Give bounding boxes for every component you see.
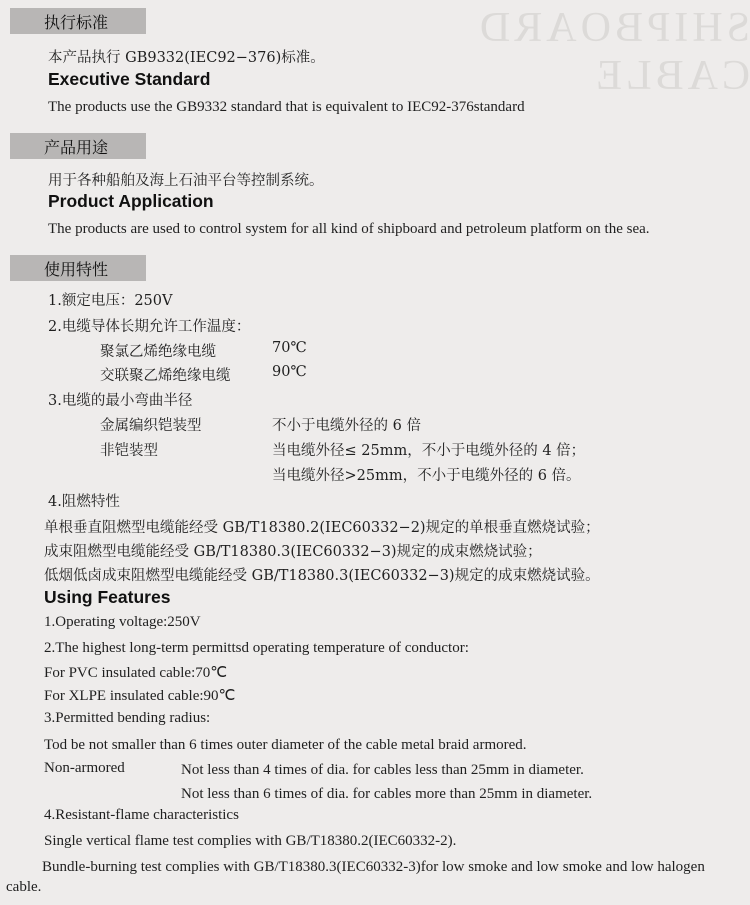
feature-en-braid: Tod be not smaller than 6 times outer diameter of the cable metal braid armored. xyxy=(44,737,527,753)
feature-cn-flame: 4.阻燃特性 xyxy=(48,494,120,510)
feature-en-flame: 4.Resistant-flame characteristics xyxy=(44,807,239,823)
feature-cn-nonarmored-value-2: 当电缆外径>25mm，不小于电缆外径的 6 倍。 xyxy=(272,468,581,484)
application-cn-text: 用于各种船舶及海上石油平台等控制系统。 xyxy=(48,173,324,189)
feature-cn-flame-1: 单根垂直阻燃型电缆能经受 GB/T18380.2(IEC60332−2)规定的单根垂直燃烧试验； xyxy=(44,520,600,536)
feature-en-xlpe: For XLPE insulated cable:90℃ xyxy=(44,688,236,704)
application-en-text: The products are used to control system for all kind of shipboard and petroleum platform on the sea. xyxy=(48,221,650,237)
feature-cn-pvc-label: 聚氯乙烯绝缘电缆 xyxy=(100,344,216,360)
feature-cn-flame-2: 成束阻燃型电缆能经受 GB/T18380.3(IEC60332−3)规定的成束燃烧试验； xyxy=(44,544,542,560)
feature-en-nonarmored-value-1: Not less than 4 times of dia. for cables less than 25mm in diameter. xyxy=(181,762,584,778)
feature-cn-pvc-value: 70℃ xyxy=(272,340,307,356)
section-title-cn: 产品用途 xyxy=(44,138,109,157)
feature-cn-nonarmored-label: 非铠装型 xyxy=(100,443,158,459)
feature-en-nonarmored-value-2: Not less than 6 times of dia. for cables more than 25mm in diameter. xyxy=(181,786,593,802)
standard-cn-text: 本产品执行 GB9332(IEC92−376)标准。 xyxy=(48,50,325,66)
feature-en-flame-1: Single vertical flame test complies with GB/T18380.2(IEC60332-2). xyxy=(44,833,457,849)
feature-en-pvc: For PVC insulated cable:70℃ xyxy=(44,665,228,681)
section-title-cn: 执行标准 xyxy=(44,13,109,32)
application-en-title: Product Application xyxy=(48,191,214,211)
section-header-standard xyxy=(10,8,146,34)
watermark-text: SHIPBOARD CABLE xyxy=(475,5,750,99)
feature-en-nonarmored-label: Non-armored xyxy=(44,760,125,776)
feature-en-flame-2-cont: cable. xyxy=(6,879,42,895)
section-title-cn: 使用特性 xyxy=(44,260,109,279)
section-header-features xyxy=(10,255,146,281)
feature-en-flame-2: Bundle-burning test complies with GB/T18380.3(IEC60332-3)for low smoke and low smoke and low halogen xyxy=(42,859,705,875)
feature-en-temperature: 2.The highest long-term permittsd operating temperature of conductor: xyxy=(44,640,469,656)
feature-cn-xlpe-label: 交联聚乙烯绝缘电缆 xyxy=(100,368,231,384)
feature-cn-braid-value: 不小于电缆外径的 6 倍 xyxy=(272,418,421,434)
standard-en-title: Executive Standard xyxy=(48,69,211,89)
features-en-title: Using Features xyxy=(44,587,171,607)
section-header-application xyxy=(10,133,146,159)
feature-en-bending: 3.Permitted bending radius: xyxy=(44,710,211,726)
feature-cn-braid-label: 金属编织铠装型 xyxy=(100,418,202,434)
feature-cn-flame-3: 低烟低卤成束阻燃型电缆能经受 GB/T18380.3(IEC60332−3)规定的成束燃烧试验。 xyxy=(44,568,600,584)
feature-cn-voltage: 1.额定电压：250V xyxy=(48,293,173,309)
feature-cn-bending: 3.电缆的最小弯曲半径 xyxy=(48,393,193,409)
standard-en-text: The products use the GB9332 standard that is equivalent to IEC92-376standard xyxy=(48,99,525,115)
feature-cn-xlpe-value: 90℃ xyxy=(272,364,307,380)
feature-cn-nonarmored-value-1: 当电缆外径≤ 25mm，不小于电缆外径的 4 倍； xyxy=(272,443,586,459)
feature-cn-temperature: 2.电缆导体长期允许工作温度： xyxy=(48,319,251,335)
feature-en-voltage: 1.Operating voltage:250V xyxy=(44,614,201,630)
